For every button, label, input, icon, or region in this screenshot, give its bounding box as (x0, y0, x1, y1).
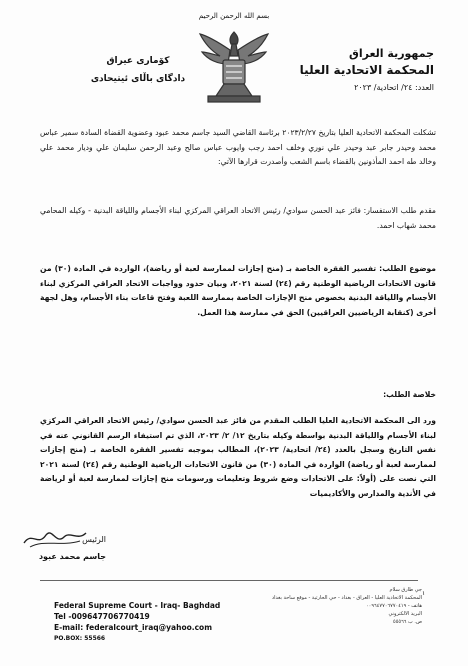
footer-pobox: PO.BOX: 55566 (54, 635, 106, 642)
footer-ar-line3: هاتف - ٠٠٩٦٤٧٧٠٦٧٧٠٤١٩ (365, 603, 422, 609)
footer-ar-line2: المحكمة الاتحادية العليا - العراق - بغداد - حي الحارثية - موقع ساحة بغداد (271, 595, 422, 601)
footer-tel: Tel -009647706770419 (54, 612, 150, 621)
iraq-eagle-emblem (196, 26, 272, 108)
header-arabic (294, 46, 434, 96)
signature-scribble (20, 527, 90, 549)
intro-paragraph: تشكلت المحكمة الاتحادية العليا بتاريخ ٢٠٢٣/٢/٢٧ برئاسة القاضي السيد جاسم محمد عبود وعضوية القضاة السادة سمير عباس محمد وحيدر جابر عبد وحيدر علي نوري وخلف احمد رجب وايوب عباس صالح وعبد الرحمن سليمان علي وديار محمد علي وخالد طه احمد المأذونين بالقضاء باسم الشعب وأصدرت قرارها الآتي: (40, 128, 436, 166)
subject-paragraph: موضوع الطلب: تفسير الفقرة الخاصة بـ (منح إجازات لممارسة لعبة أو رياضة)، الواردة في المادة (٣٠) من قانون الاتحادات الرياضية الوطنية رقم (٢٤) لسنة ٢٠٢١، وبيان حدود وواجبات الاتحاد العراقي المركزي لبناء الأجسام واللياقة البدنية بخصوص منح الإجازات الخاصة بممارسة اللعبة وفتح قاعات بناء الأجسام، وهل لجهة أخرى (كنقابة الرياضيين العراقيين) الحق في ممارسة هذا العمل. (40, 264, 436, 317)
signature-title: الرئيس (82, 535, 106, 544)
footer-english (54, 600, 234, 644)
signature-name: جاسم محمد عبود (38, 552, 106, 561)
footer-ar-line5: ص. ب ٥٥٥٦٦ (393, 619, 422, 625)
republic-name: جمهورية العراق (349, 47, 434, 60)
header-kurdish (88, 52, 188, 88)
footer-ar-line4: البريد الالكتروني (388, 611, 422, 617)
summary-heading: خلاصة الطلب: (383, 390, 436, 399)
kurdish-court-name: دادگای باڵای ئیتیحادی (90, 74, 186, 84)
page-number: ١ (422, 590, 426, 597)
court-name: المحكمة الاتحادية العليا (299, 63, 434, 77)
signature-block (26, 535, 106, 561)
footer-email: E-mail: federalcourt_iraq@yahoo.com (54, 623, 213, 632)
footer-arabic (252, 586, 422, 626)
kurdish-republic-name: كۆماری عیراق (106, 56, 170, 66)
case-number: العدد: ٢٤/ اتحادية/ ٢٠٢٣ (354, 83, 434, 92)
footer-ar-line1: جي طارق سلام (389, 587, 422, 593)
footer-divider (40, 580, 418, 581)
requester-paragraph: مقدم طلب الاستفسار: فائز عبد الحسن سوادي/ رئيس الاتحاد العراقي المركزي لبناء الأجسام واللياقة البدنية - وكيله المحامي محمد شهاب احمد. (40, 206, 436, 230)
basmala: بسم الله الرحمن الرحيم (198, 12, 270, 20)
summary-paragraph: ورد الى المحكمة الاتحادية العليا الطلب المقدم من فائز عبد الحسن سوادي/ رئيس الاتحاد العراقي المركزي لبناء الأجسام واللياقة البدنية بواسطة وكيله بتاريخ ١٢/ ٢/ ٢٠٢٣، الذي تم استيفاء الرسم القانوني عنه في نفس التاريخ وسجل بالعدد (٢٤/ اتحادية/ ٢٠٢٣)، المطالب بموجبه تفسير الفقرة الخاصة بـ (منح إجازات لممارسة لعبة أو رياضة) الواردة في المادة (٣٠) من قانون الاتحادات الرياضية الوطنية رقم (٢٤) لسنة ٢٠٢١ التي نصت على (أولاً: على الاتحادات وضع شروط وتعليمات ورسومات منح إجازات لممارسة لعبة أو لرياضة في الأندية والمدارس والأكاديميات (40, 416, 436, 498)
footer-court-name: Federal Supreme Court - Iraq- Baghdad (54, 601, 221, 610)
